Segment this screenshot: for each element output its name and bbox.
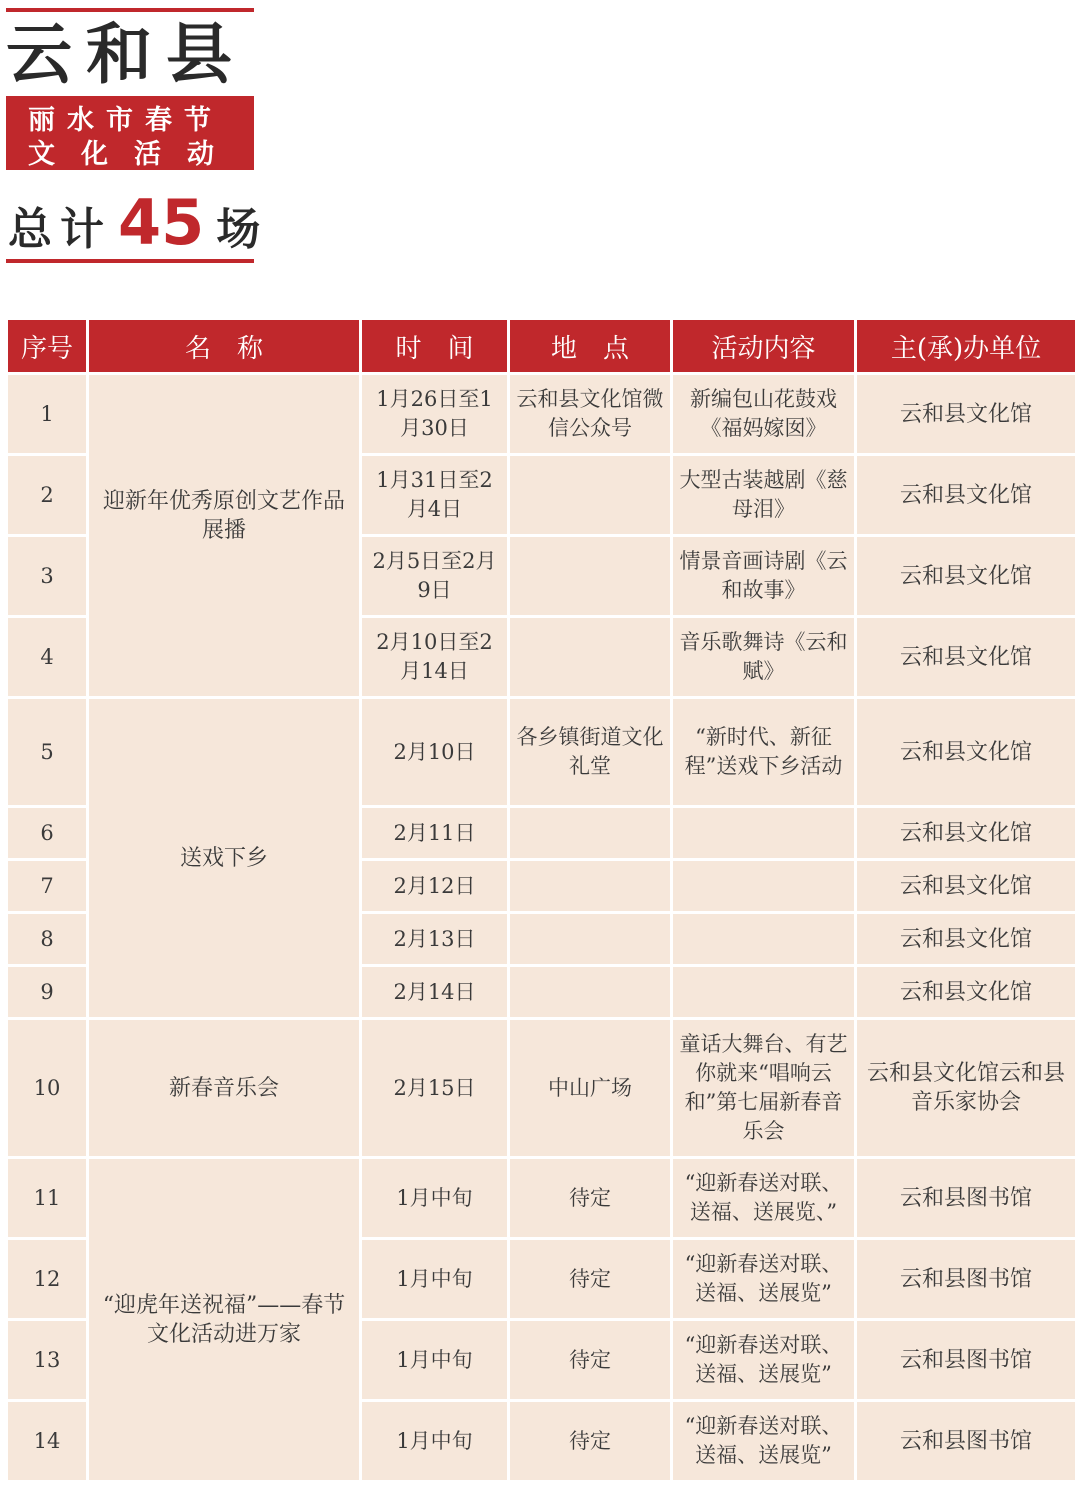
table-row	[8, 699, 1075, 805]
group-name: 新春音乐会	[89, 1020, 359, 1156]
row-content: “迎新春送对联、送福、送展览”	[673, 1321, 854, 1399]
row-no: 4	[8, 618, 86, 696]
row-no: 9	[8, 967, 86, 1017]
row-time: 2月13日	[362, 914, 507, 964]
header-name: 名 称	[89, 320, 359, 372]
header-content: 活动内容	[673, 320, 854, 372]
row-time: 2月5日至2月9日	[362, 537, 507, 615]
row-place: 待定	[510, 1321, 670, 1399]
county-title: 云和县	[6, 15, 246, 93]
row-place: 待定	[510, 1402, 670, 1480]
row-content	[673, 914, 854, 964]
row-organizer: 云和县文化馆	[857, 914, 1075, 964]
row-no: 2	[8, 456, 86, 534]
row-time: 2月12日	[362, 861, 507, 911]
row-place	[510, 618, 670, 696]
row-content: 童话大舞台、有艺你就来“唱响云和”第七届新春音乐会	[673, 1020, 854, 1156]
row-place: 待定	[510, 1240, 670, 1318]
row-organizer: 云和县文化馆	[857, 808, 1075, 858]
row-organizer: 云和县文化馆	[857, 967, 1075, 1017]
row-time: 1月中旬	[362, 1402, 507, 1480]
row-no: 13	[8, 1321, 86, 1399]
row-place	[510, 861, 670, 911]
row-organizer: 云和县文化馆	[857, 456, 1075, 534]
row-organizer: 云和县文化馆	[857, 537, 1075, 615]
row-no: 11	[8, 1159, 86, 1237]
row-content: “迎新春送对联、送福、送展览、”	[673, 1159, 854, 1237]
row-place: 待定	[510, 1159, 670, 1237]
row-time: 1月中旬	[362, 1240, 507, 1318]
row-time: 2月14日	[362, 967, 507, 1017]
activity-table	[5, 317, 1078, 1483]
row-place	[510, 456, 670, 534]
header-place: 地 点	[510, 320, 670, 372]
row-organizer: 云和县文化馆	[857, 618, 1075, 696]
group-name: “迎虎年送祝福”——春节文化活动进万家	[89, 1159, 359, 1480]
header-bottom-rule	[6, 259, 254, 263]
row-content	[673, 808, 854, 858]
row-no: 5	[8, 699, 86, 805]
row-content: “迎新春送对联、送福、送展览”	[673, 1402, 854, 1480]
table-row	[8, 1020, 1075, 1156]
row-no: 10	[8, 1020, 86, 1156]
total-suffix: 场	[216, 204, 269, 255]
row-content: 音乐歌舞诗《云和赋》	[673, 618, 854, 696]
row-content	[673, 967, 854, 1017]
group-name: 送戏下乡	[89, 699, 359, 1017]
total-prefix: 总计	[8, 204, 112, 255]
row-time: 1月26日至1月30日	[362, 375, 507, 453]
row-organizer: 云和县图书馆	[857, 1321, 1075, 1399]
total-number: 45	[118, 186, 205, 259]
row-content: 大型古装越剧《慈母泪》	[673, 456, 854, 534]
row-no: 12	[8, 1240, 86, 1318]
table-row	[8, 375, 1075, 453]
row-time: 1月中旬	[362, 1321, 507, 1399]
row-time: 2月10日	[362, 699, 507, 805]
row-no: 14	[8, 1402, 86, 1480]
subtitle-line-1: 丽水市春节	[28, 105, 223, 136]
row-place	[510, 914, 670, 964]
row-organizer: 云和县文化馆	[857, 699, 1075, 805]
row-time: 2月10日至2月14日	[362, 618, 507, 696]
row-content	[673, 861, 854, 911]
row-organizer: 云和县图书馆	[857, 1240, 1075, 1318]
row-time: 1月31日至2月4日	[362, 456, 507, 534]
header-time: 时 间	[362, 320, 507, 372]
subtitle-line-2: 文化活动	[28, 139, 240, 170]
table-row	[8, 1159, 1075, 1237]
row-no: 1	[8, 375, 86, 453]
total-count	[8, 186, 269, 259]
row-content: “迎新春送对联、送福、送展览”	[673, 1240, 854, 1318]
row-place: 中山广场	[510, 1020, 670, 1156]
header-top-rule	[6, 8, 254, 12]
row-content: “新时代、新征程”送戏下乡活动	[673, 699, 854, 805]
row-place: 云和县文化馆微信公众号	[510, 375, 670, 453]
row-content: 新编包山花鼓戏《福妈嫁囡》	[673, 375, 854, 453]
subtitle-box	[6, 96, 254, 170]
row-place: 各乡镇街道文化礼堂	[510, 699, 670, 805]
group-name: 迎新年优秀原创文艺作品展播	[89, 375, 359, 696]
row-organizer: 云和县文化馆	[857, 861, 1075, 911]
row-no: 6	[8, 808, 86, 858]
header-serial: 序号	[8, 320, 86, 372]
row-organizer: 云和县图书馆	[857, 1402, 1075, 1480]
row-no: 3	[8, 537, 86, 615]
row-no: 8	[8, 914, 86, 964]
row-place	[510, 808, 670, 858]
row-place	[510, 537, 670, 615]
row-content: 情景音画诗剧《云和故事》	[673, 537, 854, 615]
row-no: 7	[8, 861, 86, 911]
row-time: 2月15日	[362, 1020, 507, 1156]
row-time: 1月中旬	[362, 1159, 507, 1237]
row-organizer: 云和县文化馆云和县音乐家协会	[857, 1020, 1075, 1156]
row-place	[510, 967, 670, 1017]
row-organizer: 云和县图书馆	[857, 1159, 1075, 1237]
row-time: 2月11日	[362, 808, 507, 858]
table-header-row	[8, 320, 1075, 372]
header-organizer: 主(承)办单位	[857, 320, 1075, 372]
row-organizer: 云和县文化馆	[857, 375, 1075, 453]
